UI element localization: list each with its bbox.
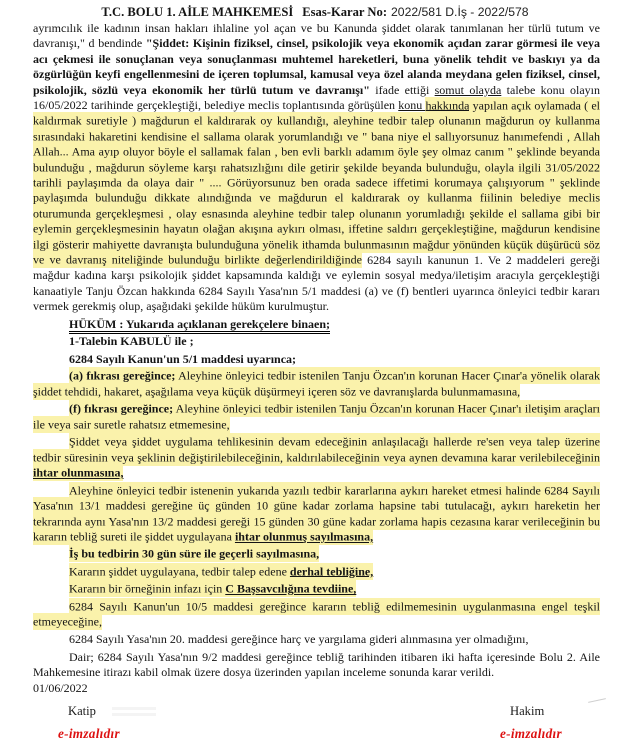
intro-paragraph: ayrımcılık ile kadının insan hakları ihlaline yol açan ve bu Kanunda şiddet olarak tanımlanan her türlü tutum ve davranışı," d bendinde "Şiddet: Kişinin fiziksel, cinsel, psikolojik veya ekonomik açıdan zarar görmesi ile veya acı çekmesi ile sonuçlanan veya sonuçlanması muhtemel hareketleri, buna yönelik tehdit ve baskıyı ya da özgürlüğün keyfi engellenmesini de içeren toplumsal, kamusal veya özel alanda meydana gelen fiziksel, cinsel, psikolojik, sözlü veya ekonomik her türlü tutum ve davranışı" ifade ettiği somut olayda talebe konu olayın 16/05/2022 tarihinde gerçekleştiği, belediye meclis toplantısında görüşülen konu hakkında yapılan açık oylamada ( el kaldırmak suretiyle ) mağdurun el kaldırarak oy kullandığı, aleyhine tedbir talep olunanın mağdurun oy kullanma sırasındaki hakaretini kendisine el sallama olarak yorumlandığı ve " bana niye el sallıyorsunuz hanımefendi , Allah Allah... Ama ayıp oluyor böyle el sallamak falan , ben evli barklı adamım öyle şey olmaz canım " şeklinde beyanda bulunduğu , mağdurun söyleme karşı rahatsızlığını dile getirir şekilde beyanda bulunduğu, olayla ilgili 31/05/2022 tarihli paylaşımda da olaya dair " .... Görüyorsunuz ben orada sadece iffetimi korumaya çalışıyorum " şeklinde paylaşımda bulunduğu dikkate alındığında ve mağdurun el kaldırarak oy kullanma fiilinin belediye meclis oturumunda gerçekleşmesi , olay esnasında aleyhine tedbir talep olunanın yorumladığı şekilde el sallama gibi bir eylemin gerçekleşmesinin hayatın olağan akışına aykırı olması, iffetine saldırı gerçekleştiğine, mağdurun kendisine ilgi gösterir mahiyette davranışta bulunduğuna yönelik ithamda bulunmasının mağdur yönünden küçük düşürücü söz ve ve davranış niteliğinde bulunduğu birlikte değerlendirildiğinde 6284 sayılı kanunun 1. Ve 2 maddeleri gereği mağdur kadına karşı psikolojik şiddet kapsamında kaldığı ve eylemin sosyal medya/iletişim aracıyla gerçekleştiği kanaatiyle Tanju Özcan hakkında 6284 Sayılı Yasa'nın 5/1 maddesi (a) ve (f) bentleri uyarınca önleyici tedbir kararı vermek gerekmiş olup, aşağıdaki şekilde hüküm kurulmuştur. [33,21,600,314]
madde-10-5: 6284 Sayılı Kanun'un 10/5 maddesi gereğince kararın tebliğ edilmemesinin uygulanmasına engel teşkil etmeyeceğine, [33,599,600,629]
redaction-smudge [112,707,156,718]
dair-paragraph: Dair; 6284 Sayılı Yasa'nın 9/2 maddesi gereğince tebliğ tarihinden itibaren iki hafta içeresinde Bolu 2. Aile Mahkemesine itirazı kabil olmak üzere dosya üzerinden yapılan inceleme sonunda karar verildi. [33,649,600,680]
madde-20: 6284 Sayılı Yasa'nın 20. maddesi gereğince harç ve yargılama gideri alınmasına yer olmadığını, [69,632,529,647]
ihtar-paragraph: Şiddet veya şiddet uygulama tehlikesinin devam edeceğinin anlaşılacağı hallerde re'sen veya talep üzerine tedbir süresinin veya şeklinin değiştirilebileceğinin, kaldırılabileceğinin veya aynen devamına karar verilebileceğinin ihtar olunmasına, [33,434,600,480]
judge-signature-column [500,697,562,742]
item-a: (a) fıkrası gereğince; Aleyhine önleyici tedbir istenilen Tanju Özcan'ın korunan Hacer Çınar'a yönelik olarak şiddet tehdidi, hakaret, aşağılama veya küçük düşürmeyi içeren söz ve davranışlarda bulunmamasına, [33,368,600,399]
court-title: T.C. BOLU 1. AİLE MAHKEMESİ [101,5,294,19]
zorlama-hapsi-paragraph: Aleyhine önleyici tedbir istenenin yukarıda yazılı tedbir kararlarına aykırı hareket etmesi halinde 6284 Sayılı Yasa'nın 13/1 maddesi gereğine üç günden 10 güne kadar zorlama hapsine tabi tutulacağı, aykırı hareketin her tekrarında aynı Yasa'nın 13/2 maddesi gereği 15 günden 30 güne kadar zorlama hapis cezasına karar verileceğinin bu kararın tebliğ sureti ile şiddet uygulayana ihtar olunmuş sayılmasına, [33,483,600,544]
case-number-label: Esas-Karar No: [302,5,388,19]
clerk-label: Katip [68,704,96,718]
tevdi: Kararın bir örneğinin infazı için C Başsavcılığına tevdiine, [69,581,357,596]
teblig: Kararın şiddet uygulayana, tedbir talep edene derhal tebliğine, [69,564,374,579]
kanun-5-1: 6284 Sayılı Kanun'un 5/1 maddesi uyarınca; [69,351,297,366]
item-f: (f) fıkrası gereğince; Aleyhine önleyici tedbir istenilen Tanju Özcan'ın korunan Hacer Çınar'ı iletişim araçları ile veya sair suretle rahatsız etmemesine, [33,401,600,432]
document-body [33,21,600,696]
talebin-kabulu: 1-Talebin KABULÜ ile ; [69,334,194,349]
clerk-signature-column [58,697,156,742]
judge-label: Hakim [510,704,545,718]
hukum-heading: HÜKÜM : Yukarıda açıklanan gerekçelere binaen; [33,317,600,332]
judge-esignature: e-imzalıdır [500,726,562,741]
clerk-esignature: e-imzalıdır [58,726,120,741]
signature-block [0,697,630,755]
case-number-value: 2022/581 D.İş - 2022/578 [391,5,529,19]
redaction-smudge [588,698,606,703]
karar-tarihi: 01/06/2022 [33,680,88,695]
tedbir-suresi: İş bu tedbirin 30 gün süre ile geçerli sayılmasına, [69,546,320,561]
document-header [0,5,630,20]
